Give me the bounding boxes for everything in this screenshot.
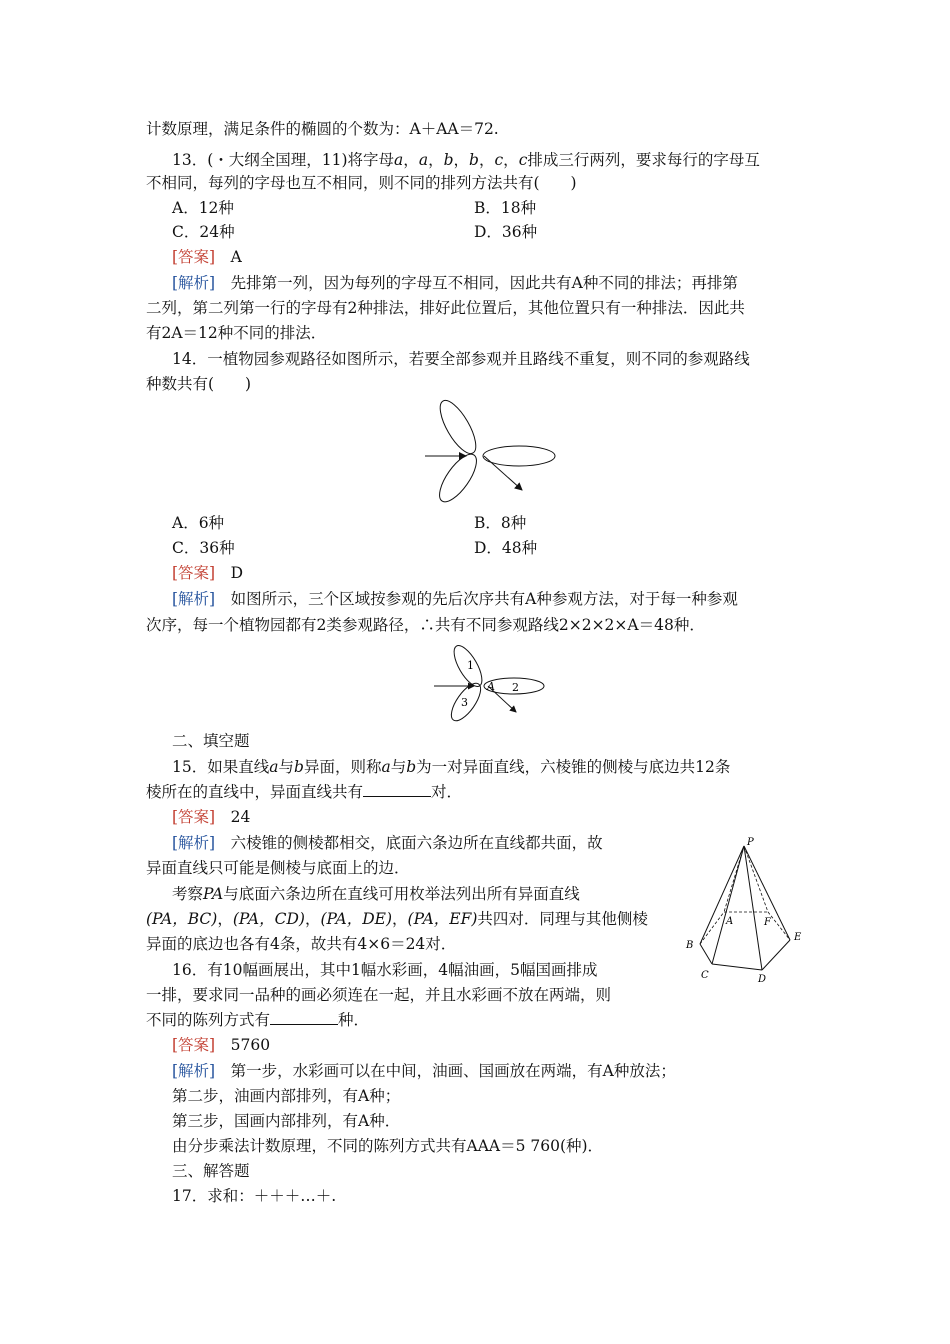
text-line: 一排，要求同一品种的画必须连在一起，并且水彩画不放在两端，则 xyxy=(146,986,612,1004)
labeled-path-figure xyxy=(430,642,552,724)
exit-arrow xyxy=(484,456,522,490)
question-15: 15．如果直线a与b异面，则称a与b为一对异面直线，六棱锥的侧棱与底边共12条 xyxy=(172,758,731,776)
garden-path-figure xyxy=(420,398,560,504)
option-b: B．8种 xyxy=(474,514,527,532)
fill-blank xyxy=(270,1010,338,1025)
region-label-2: 2 xyxy=(512,681,519,694)
option-d: D．48种 xyxy=(474,539,538,557)
answer-14: [答案] D xyxy=(172,564,244,582)
text-line: 二列，第二列第一行的字母有2种排法，排好此位置后，其他位置只有一种排法．因此共 xyxy=(146,299,745,317)
section-heading: 三、解答题 xyxy=(172,1162,250,1180)
point-label-a: A xyxy=(487,680,495,693)
option-d: D．36种 xyxy=(474,223,538,241)
text-line: 第三步，国画内部排列，有A种． xyxy=(172,1112,401,1130)
loop-lower xyxy=(433,449,483,504)
loop-right xyxy=(483,446,555,466)
text-line: 种数共有( ) xyxy=(146,375,252,393)
vertex-label-p: P xyxy=(747,837,754,848)
question-14: 14．一植物园参观路径如图所示，若要全部参观并且路线不重复，则不同的参观路线 xyxy=(172,350,750,368)
analysis-16: [解析] 第一步，水彩画可以在中间，油画、国画放在两端，有A种放法； xyxy=(172,1062,676,1080)
text-line: 异面直线只可能是侧棱与底面上的边． xyxy=(146,859,410,877)
vertex-label-b: B xyxy=(686,940,694,951)
region-label-1: 1 xyxy=(467,659,474,672)
answer-16: [答案] 5760 xyxy=(172,1036,271,1054)
text-line: 由分步乘法计数原理，不同的陈列方式共有AAA＝5 760(种)． xyxy=(172,1137,604,1155)
analysis-14: [解析] 如图所示，三个区域按参观的先后次序共有A种参观方法，对于每一种参观 xyxy=(172,590,738,608)
fill-blank xyxy=(363,782,431,797)
answer-13: [答案] A xyxy=(172,248,242,266)
text-line: 次序，每一个植物园都有2类参观路径，∴共有不同参观路线2×2×2×A＝48种． xyxy=(146,616,705,634)
vertex-label-f: F xyxy=(764,917,771,928)
analysis-13: [解析] 先排第一列，因为每列的字母互不相同，因此共有A种不同的排法；再排第 xyxy=(172,274,738,292)
vertex-label-c: C xyxy=(701,970,709,981)
option-c: C．36种 xyxy=(172,539,235,557)
text-line: 第二步，油画内部排列，有A种； xyxy=(172,1087,401,1105)
text-line: 不同的陈列方式有 种． xyxy=(146,1011,370,1029)
option-c: C．24种 xyxy=(172,223,235,241)
question-16: 16．有10幅画展出，其中1幅水彩画，4幅油画，5幅国画排成 xyxy=(172,961,598,979)
vertex-label-e: E xyxy=(794,932,802,943)
text-line: (PA，BC)，(PA，CD)，(PA，DE)，(PA，EF)共四对．同理与其他侧棱 xyxy=(146,910,648,928)
loop-upper xyxy=(433,398,482,458)
hexagonal-pyramid-figure xyxy=(676,836,810,986)
analysis-15: [解析] 六棱锥的侧棱都相交，底面六条边所在直线都共面，故 xyxy=(172,834,603,852)
question-13: 13．(・大纲全国理，11)将字母a，a，b，b，c，c排成三行两列，要求每行的字母互 xyxy=(172,151,760,169)
vertex-label-a: A xyxy=(726,916,734,927)
section-heading: 二、填空题 xyxy=(172,732,250,750)
answer-15: [答案] 24 xyxy=(172,808,251,826)
question-17: 17．求和：＋＋＋…＋. xyxy=(172,1187,337,1205)
text-line: 有2A＝12种不同的排法． xyxy=(146,324,327,342)
text-line: 棱所在的直线中，异面直线共有 对． xyxy=(146,783,463,801)
option-b: B．18种 xyxy=(474,199,537,217)
vertex-label-d: D xyxy=(758,974,767,985)
text-line: 考察PA与底面六条边所在直线可用枚举法列出所有异面直线 xyxy=(172,885,580,903)
option-a: A．12种 xyxy=(172,199,234,217)
option-a: A．6种 xyxy=(172,514,225,532)
text-line: 计数原理，满足条件的椭圆的个数为：A＋AA＝72. xyxy=(146,120,499,138)
text-line: 不相同，每列的字母也互不相同，则不同的排列方法共有( ) xyxy=(146,174,577,192)
text-line: 异面的底边也各有4条，故共有4×6＝24对． xyxy=(146,935,457,953)
region-label-3: 3 xyxy=(461,696,468,709)
